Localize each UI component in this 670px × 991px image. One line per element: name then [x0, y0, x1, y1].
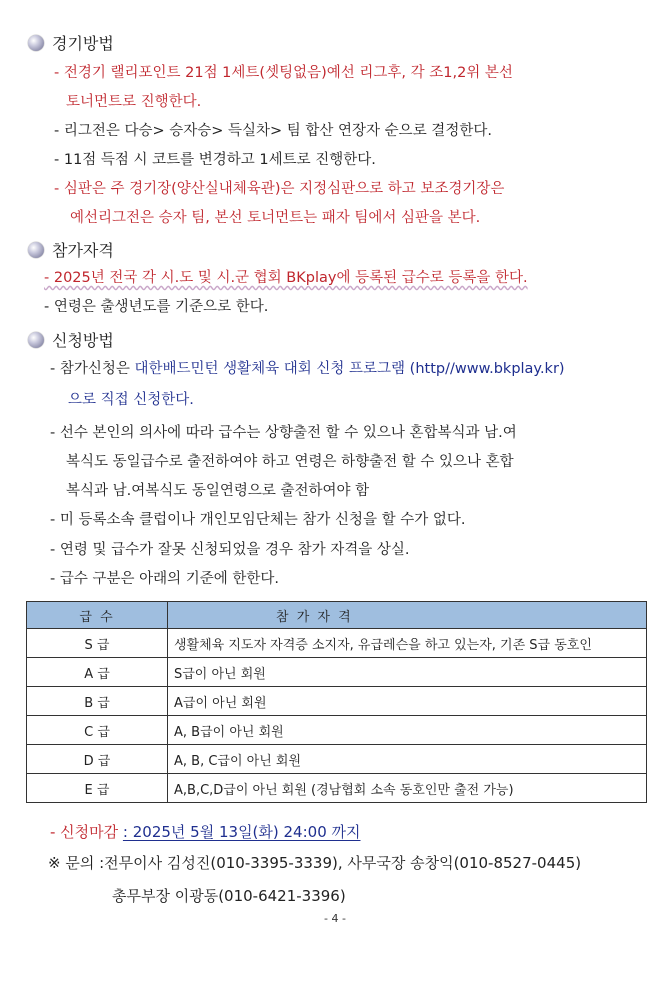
bullet-icon: [28, 332, 44, 348]
method-line-5: - 심판은 주 경기장(양산실내체육관)은 지정심판으로 하고 보조경기장은: [54, 181, 505, 197]
method-line-2: 토너먼트로 진행한다.: [66, 94, 202, 110]
header-grade: 급 수: [27, 602, 168, 629]
eligibility-line-2: - 연령은 출생년도를 기준으로 한다.: [44, 299, 269, 315]
method-line-6: 예선리그전은 승자 팀, 본선 토너먼트는 패자 팀에서 심판을 본다.: [70, 210, 481, 226]
apply-line-2: 으로 직접 신청한다.: [68, 392, 194, 408]
section-heading-method: [28, 31, 114, 54]
method-line-1: - 전경기 랠리포인트 21점 1세트(셋팅없음)예선 리그후, 각 조1,2위 본선: [54, 65, 513, 81]
method-line-4: - 11점 득점 시 코트를 변경하고 1세트로 진행한다.: [54, 152, 376, 168]
bullet-icon: [28, 242, 44, 258]
qualification-cell: A, B, C급이 아닌 회원: [168, 745, 647, 774]
apply-prefix: - 참가신청은: [50, 361, 135, 377]
bullet-icon: [28, 35, 44, 51]
grade-cell: B 급: [27, 687, 168, 716]
qualification-cell: S급이 아닌 회원: [168, 658, 647, 687]
grade-cell: S 급: [27, 629, 168, 658]
apply-rule-6: - 급수 구분은 아래의 기준에 한한다.: [50, 571, 279, 587]
section-title: 신청방법: [52, 331, 114, 350]
grade-cell: C 급: [27, 716, 168, 745]
eligibility-line-1: - 2025년 전국 각 시.도 및 시.군 협회 BKplay에 등록된 급수로 등록을 한다.: [44, 270, 528, 286]
apply-program-link[interactable]: 대한배드민턴 생활체육 대회 신청 프로그램 (http//www.bkplay.kr): [134, 361, 565, 377]
deadline-line: [50, 822, 361, 842]
apply-rule-5: - 연령 및 급수가 잘못 신청되었을 경우 참가 자격을 상실.: [50, 542, 410, 558]
grade-cell: D 급: [27, 745, 168, 774]
section-title: 경기방법: [52, 34, 114, 53]
table-row: [27, 716, 647, 745]
table-row: [27, 774, 647, 803]
table-row: [27, 629, 647, 658]
apply-rule-4: - 미 등록소속 클럽이나 개인모임단체는 참가 신청을 할 수가 없다.: [50, 512, 466, 528]
deadline-value: : 2025년 5월 13일(화) 24:00 까지: [122, 823, 361, 841]
method-line-3: - 리그전은 다승> 승자승> 득실차> 팀 합산 연장자 순으로 결정한다.: [54, 123, 492, 139]
contact-line-1: ※ 문의 :전무이사 김성진(010-3395-3339), 사무국장 송창익(010-8527-0445): [48, 854, 582, 872]
apply-line: [50, 359, 565, 379]
table-row: [27, 745, 647, 774]
apply-rule-2: 복식도 동일급수로 출전하여야 하고 연령은 하향출전 할 수 있으나 혼합: [66, 454, 514, 470]
table-header-row: [27, 602, 647, 629]
grade-cell: E 급: [27, 774, 168, 803]
section-heading-application: [28, 328, 114, 351]
grade-cell: A 급: [27, 658, 168, 687]
table-row: [27, 687, 647, 716]
table-row: [27, 658, 647, 687]
contact-line-2: 총무부장 이광동(010-6421-3396): [112, 887, 346, 905]
qualification-cell: A급이 아닌 회원: [168, 687, 647, 716]
section-heading-eligibility: [28, 238, 114, 261]
qualification-cell: 생활체육 지도자 자격증 소지자, 유급레슨을 하고 있는자, 기존 S급 동호인: [168, 629, 647, 658]
header-qualification: 참 가 자 격: [168, 602, 647, 629]
page-number: - 4 -: [324, 912, 346, 925]
deadline-prefix: - 신청마감: [50, 823, 123, 841]
apply-rule-1: - 선수 본인의 의사에 따라 급수는 상향출전 할 수 있으나 혼합복식과 남.여: [50, 425, 517, 441]
grade-table: [26, 601, 647, 803]
apply-rule-3: 복식과 남.여복식도 동일연령으로 출전하여야 함: [66, 483, 370, 499]
qualification-cell: A, B급이 아닌 회원: [168, 716, 647, 745]
section-title: 참가자격: [52, 241, 114, 260]
qualification-cell: A,B,C,D급이 아닌 회원 (경남협회 소속 동호인만 출전 가능): [168, 774, 647, 803]
